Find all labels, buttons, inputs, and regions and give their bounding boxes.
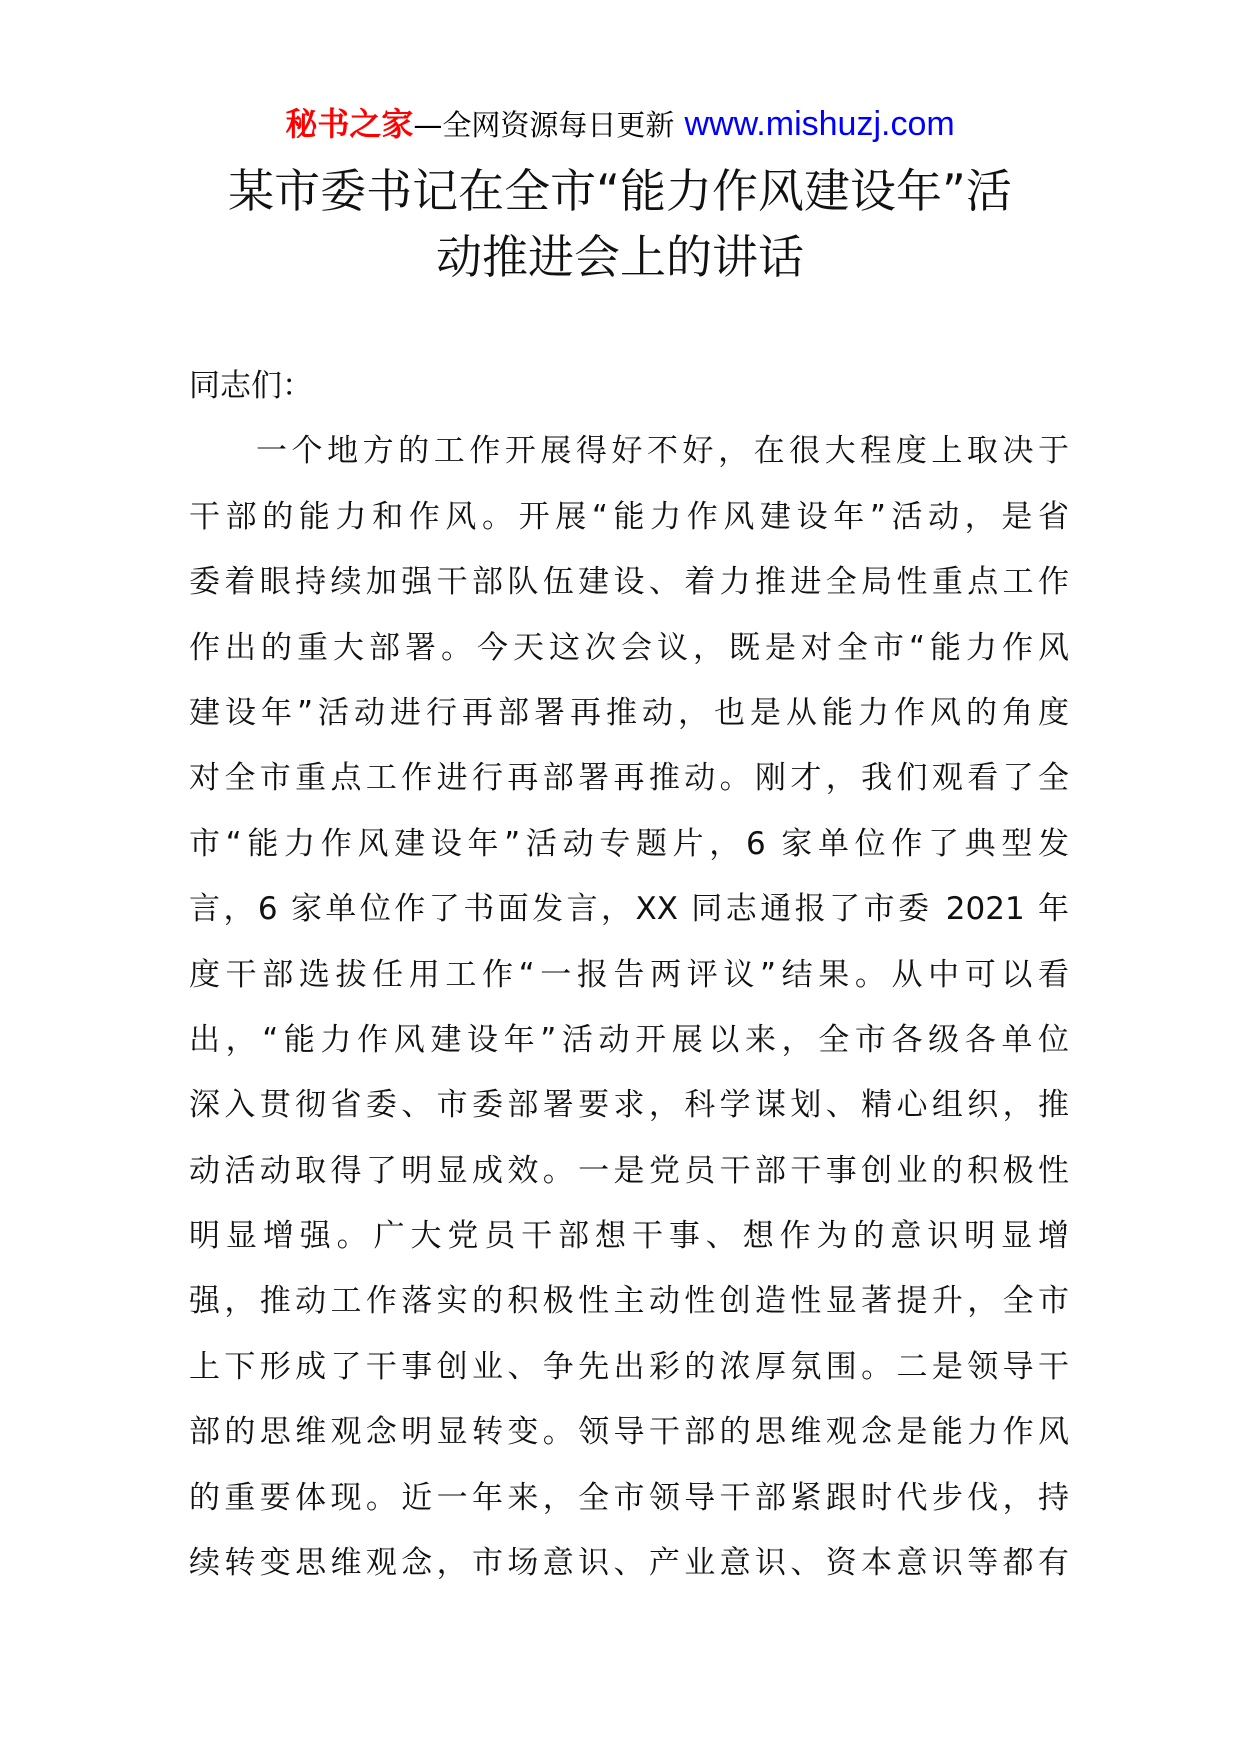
body-text-line: 深入贯彻省委、市委部署要求，科学谋划、精心组织，推 — [189, 1087, 1069, 1124]
body-text-line: 一个地方的工作开展得好不好，在很大程度上取决于 — [256, 433, 1069, 470]
body-text-line: 的重要体现。近一年来，全市领导干部紧跟时代步伐，持 — [189, 1479, 1069, 1516]
body-text-line: 对全市重点工作进行再部署再推动。刚才，我们观看了全 — [189, 760, 1069, 797]
body-text-line: 度干部选拔任用工作“一报告两评议”结果。从中可以看 — [189, 956, 1069, 993]
body-text-line: 干部的能力和作风。开展“能力作风建设年”活动，是省 — [189, 498, 1069, 535]
salutation: 同志们： — [189, 368, 313, 404]
body-text-line: 动活动取得了明显成效。一是党员干部干事创业的积极性 — [189, 1152, 1069, 1189]
body-text-line: 强，推动工作落实的积极性主动性创造性显著提升，全市 — [189, 1283, 1069, 1320]
title-line-2: 动推进会上的讲话 — [436, 230, 804, 284]
title-line-1: 某市委书记在全市“能力作风建设年”活 — [228, 164, 1012, 218]
document-title — [150, 158, 1090, 290]
body-text-line: 市“能力作风建设年”活动专题片，6 家单位作了典型发 — [189, 825, 1069, 862]
body-text-line: 言，6 家单位作了书面发言，XX 同志通报了市委 2021 年 — [189, 891, 1069, 928]
site-banner — [0, 102, 1240, 147]
brand-name: 秘书之家 — [285, 105, 414, 143]
body-text-line: 明显增强。广大党员干部想干事、想作为的意识明显增 — [189, 1218, 1069, 1255]
body-text-line: 作出的重大部署。今天这次会议，既是对全市“能力作风 — [189, 629, 1069, 666]
banner-slogan: —全网资源每日更新 — [413, 108, 675, 142]
body-text-line: 续转变思维观念，市场意识、产业意识、资本意识等都有 — [189, 1545, 1069, 1582]
body-text-line: 上下形成了干事创业、争先出彩的浓厚氛围。二是领导干 — [189, 1348, 1069, 1385]
body-text-line: 出，“能力作风建设年”活动开展以来，全市各级各单位 — [189, 1021, 1069, 1058]
body-text-line: 委着眼持续加强干部队伍建设、着力推进全局性重点工作 — [189, 564, 1069, 601]
document-body — [189, 362, 1069, 1604]
body-text-line: 建设年”活动进行再部署再推动，也是从能力作风的角度 — [189, 694, 1069, 731]
site-url-link[interactable]: www.mishuzj.com — [684, 105, 955, 143]
body-text-line: 部的思维观念明显转变。领导干部的思维观念是能力作风 — [189, 1414, 1069, 1451]
